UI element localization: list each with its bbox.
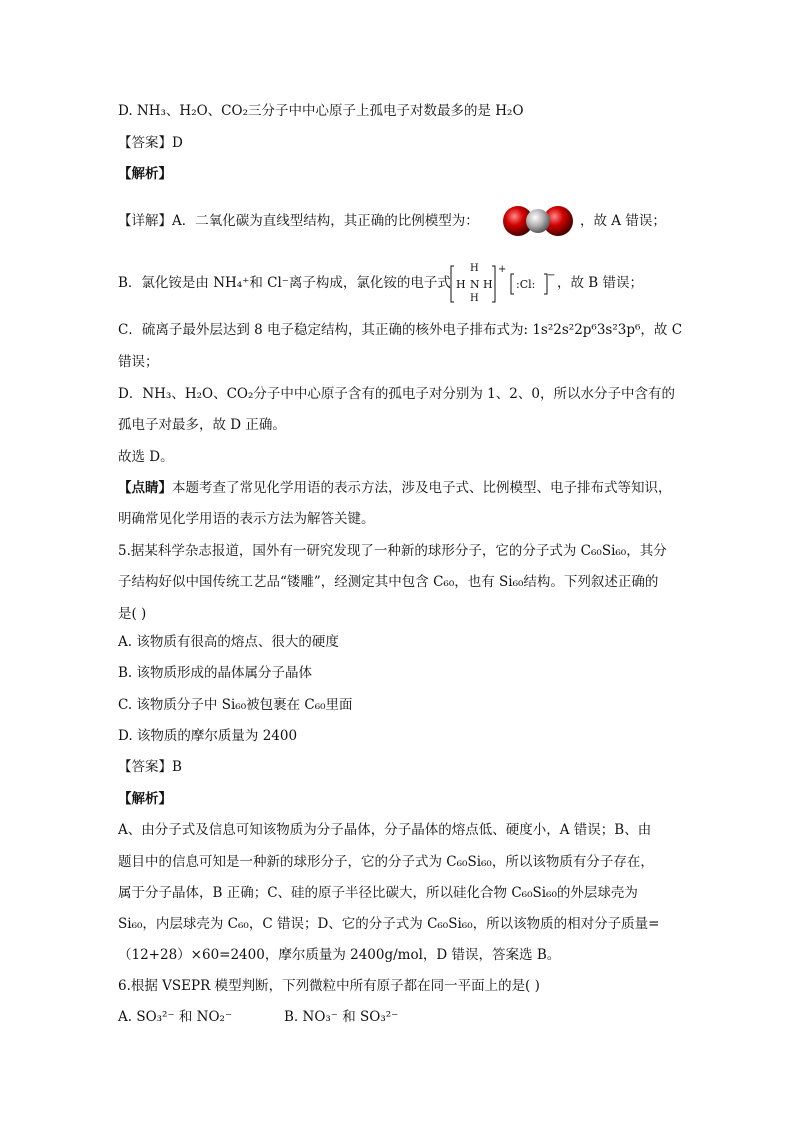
formula-h-top: H: [470, 263, 479, 274]
q5-answer: 【答案】B: [118, 759, 182, 775]
comment-label: 【点睛】: [118, 480, 172, 496]
q5-option-b: B. 该物质形成的晶体属分子晶体: [118, 665, 313, 681]
q6-option-b: B. NO₃⁻ 和 SO₃²⁻: [284, 1009, 399, 1025]
q5-analysis-line3: 属于分子晶体，B 正确；C、硅的原子半径比碳大，所以硅化合物 C₆₀Si₆₀的外层球壳为: [118, 885, 638, 901]
comment-line2: 明确常见化学用语的表示方法为解答关键。: [118, 511, 375, 527]
formula-n: N: [470, 278, 480, 291]
detail-conclusion: 故选 D。: [118, 449, 174, 465]
detail-c-line2: 错误；: [118, 354, 159, 370]
q5-analysis-label: 【解析】: [118, 791, 172, 807]
formula-h-left: H: [456, 278, 466, 291]
co2-space-filling-model: [502, 201, 574, 241]
q6-stem: 6.根据 VSEPR 模型判断，下列微粒中所有原子都在同一平面上的是( ): [118, 978, 540, 994]
q5-stem-line1: 5.据某科学杂志报道，国外有一研究发现了一种新的球形分子，它的分子式为 C₆₀Si₆₀，其分: [118, 543, 667, 559]
formula-h-right: H: [483, 278, 493, 291]
q4-analysis-label: 【解析】: [118, 166, 172, 182]
formula-plus: +: [498, 264, 507, 275]
q5-analysis-line2: 题目中的信息可知是一种新的球形分子，它的分子式为 C₆₀Si₆₀，所以该物质有分子存在，: [118, 854, 654, 870]
q5-option-d: D. 该物质的摩尔质量为 2400: [118, 728, 298, 744]
detail-d-line2: 孤电子对最多，故 D 正确。: [118, 417, 286, 433]
q5-analysis-line1: A、由分子式及信息可知该物质为分子晶体，分子晶体的熔点低、硬度小，A 错误；B、由: [118, 822, 652, 838]
detail-c-line1: C．硫离子最外层达到 8 电子稳定结构，其正确的核外电子排布式为: 1s²2s²2p⁶3s²3p⁶，故 C: [118, 322, 683, 338]
q5-option-a: A. 该物质有很高的熔点、很大的硬度: [118, 634, 339, 650]
detail-a-pre: 【详解】A．二氧化碳为直线型结构，其正确的比例模型为：: [118, 213, 479, 229]
comment-line1: [118, 482, 672, 496]
formula-h-bottom: H: [470, 293, 479, 304]
detail-b-post: ，故 B 错误；: [557, 275, 644, 291]
q4-option-d: D. NH₃、H₂O、CO₂三分子中中心原子上孤电子对数最多的是 H₂O: [118, 103, 524, 119]
q4-answer: 【答案】D: [118, 135, 183, 151]
q5-stem-line2: 子结构好似中国传统工艺品“镂雕”，经测定其中包含 C₆₀，也有 Si₆₀结构。下列叙述正确的: [118, 574, 659, 590]
formula-minus: −: [547, 270, 556, 281]
q5-stem-line3: 是( ): [118, 606, 147, 622]
detail-b-pre: B．氯化铵是由 NH₄⁺和 Cl⁻离子构成，氯化铵的电子式: [118, 275, 451, 291]
detail-d-line1: D．NH₃、H₂O、CO₂分子中中心原子含有的孤电子对分别为 1、2、0，所以水分子中含有的: [118, 386, 675, 402]
comment-text1: 本题考查了常见化学用语的表示方法，涉及电子式、比例模型、电子排布式等知识，: [172, 480, 672, 496]
q5-analysis-line4: Si₆₀，内层球壳为 C₆₀，C 错误；D、它的分子式为 C₆₀Si₆₀，所以该物质的相对分子质量=: [118, 916, 660, 932]
q5-option-c: C. 该物质分子中 Si₆₀被包裹在 C₆₀里面: [118, 697, 353, 713]
formula-cl: :Cl:: [516, 278, 536, 291]
electron-formula-ammonium-chloride: [448, 262, 556, 306]
q6-option-a: A. SO₃²⁻ 和 NO₂⁻: [118, 1009, 233, 1025]
carbon-atom: [526, 209, 550, 233]
detail-a-post: ，故 A 错误；: [580, 213, 666, 229]
q5-analysis-line5: （12+28）×60=2400，摩尔质量为 2400g/mol，D 错误，答案选 B。: [118, 947, 561, 963]
